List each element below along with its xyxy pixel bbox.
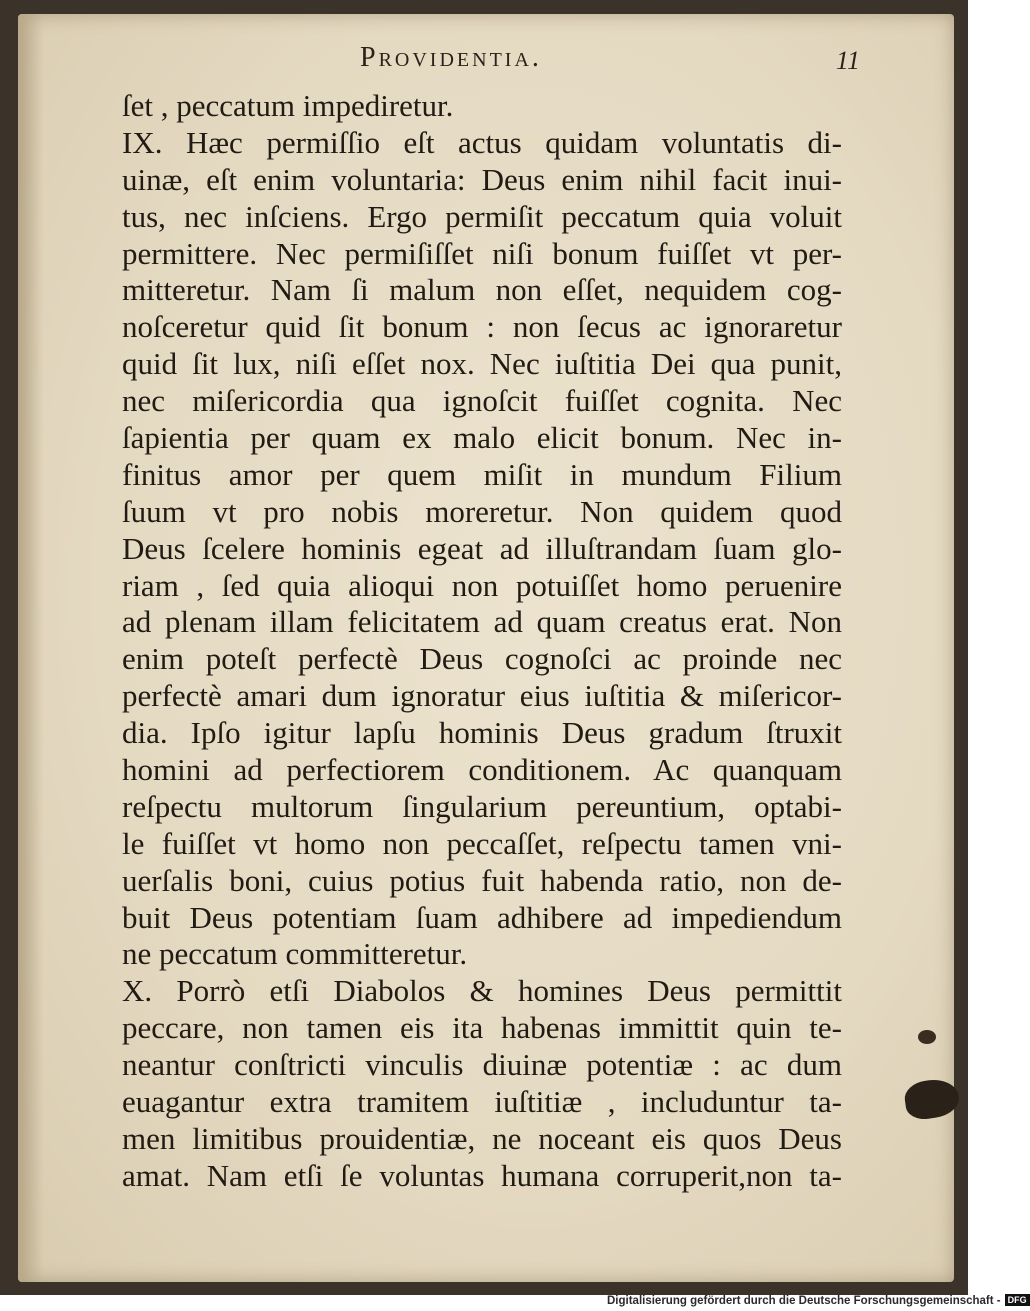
text-line: riam , ſed quia alioqui non potuiſſet homo peruenire bbox=[122, 567, 842, 603]
text-line: mitteretur. Nam ſi malum non eſſet, nequidem cog- bbox=[122, 272, 842, 308]
body-text bbox=[122, 88, 842, 1195]
text-line: reſpectu multorum ſingularium pereuntium, optabi- bbox=[122, 788, 842, 824]
text-line: X. Porrò etſi Diabolos & homines Deus permittit bbox=[122, 973, 842, 1009]
text-line: homini ad perfectiorem conditionem. Ac quanquam bbox=[122, 752, 842, 788]
funding-footer bbox=[607, 1294, 1027, 1310]
text-line: ne peccatum committeretur. bbox=[122, 936, 468, 972]
text-line: IX. Hæc permiſſio eſt actus quidam voluntatis di- bbox=[122, 124, 842, 160]
text-line: perfectè amari dum ignoratur eius iuſtitia & miſericor- bbox=[122, 678, 842, 714]
page-number: 11 bbox=[835, 46, 860, 75]
text-line: ſet , peccatum impediretur. bbox=[122, 88, 454, 123]
text-line: men limitibus prouidentiæ, ne noceant eis quos Deus bbox=[122, 1120, 842, 1156]
text-line: uerſalis boni, cuius potius fuit habenda ratio, non de- bbox=[122, 862, 842, 898]
text-line: ſuum vt pro nobis moreretur. Non quidem quod bbox=[122, 493, 842, 529]
dfg-logo: DFG bbox=[1005, 1294, 1030, 1306]
text-line: nec miſericordia qua ignoſcit fuiſſet cognita. Nec bbox=[122, 383, 842, 419]
text-line: euagantur extra tramitem iuſtitiæ , includuntur ta- bbox=[122, 1084, 842, 1120]
text-line: peccare, non tamen eis ita habenas immittit quin te- bbox=[122, 1010, 842, 1046]
running-title: Providentia. bbox=[360, 42, 542, 73]
text-line: noſceretur quid ſit bonum : non ſecus ac ignoraretur bbox=[122, 309, 842, 345]
text-line: ſapientia per quam ex malo elicit bonum. Nec in- bbox=[122, 420, 842, 456]
text-line: Deus ſcelere hominis egeat ad illuſtrandam ſuam glo- bbox=[122, 530, 842, 566]
text-line: ad plenam illam felicitatem ad quam creatus erat. Non bbox=[122, 604, 842, 640]
page-header bbox=[360, 42, 920, 82]
text-line: uinæ, eſt enim voluntaria: Deus enim nihil facit inui- bbox=[122, 161, 842, 197]
text-line: buit Deus potentiam ſuam adhibere ad impediendum bbox=[122, 899, 842, 935]
page-gutter-shadow bbox=[18, 14, 44, 1282]
text-line: enim poteſt perfectè Deus cognoſci ac proinde nec bbox=[122, 641, 842, 677]
text-line: neantur conſtricti vinculis diuinæ potentiæ : ac dum bbox=[122, 1047, 842, 1083]
text-line: le fuiſſet vt homo non peccaſſet, reſpectu tamen vni- bbox=[122, 825, 842, 861]
text-line: amat. Nam etſi ſe voluntas humana corruperit,non ta- bbox=[122, 1157, 842, 1193]
text-line: tus, nec inſciens. Ergo permiſit peccatum quia voluit bbox=[122, 198, 842, 234]
text-line: dia. Ipſo igitur lapſu hominis Deus gradum ſtruxit bbox=[122, 715, 842, 751]
text-line: finitus amor per quem miſit in mundum Filium bbox=[122, 456, 842, 492]
text-line: permittere. Nec permiſiſſet niſi bonum fuiſſet vt per- bbox=[122, 235, 842, 271]
text-line: quid ſit lux, niſi eſſet nox. Nec iuſtitia Dei qua punit, bbox=[122, 346, 842, 382]
ink-stain-small bbox=[918, 1030, 936, 1044]
funding-text: Digitalisierung gefördert durch die Deutsche Forschungsgemeinschaft - bbox=[607, 1295, 1001, 1307]
